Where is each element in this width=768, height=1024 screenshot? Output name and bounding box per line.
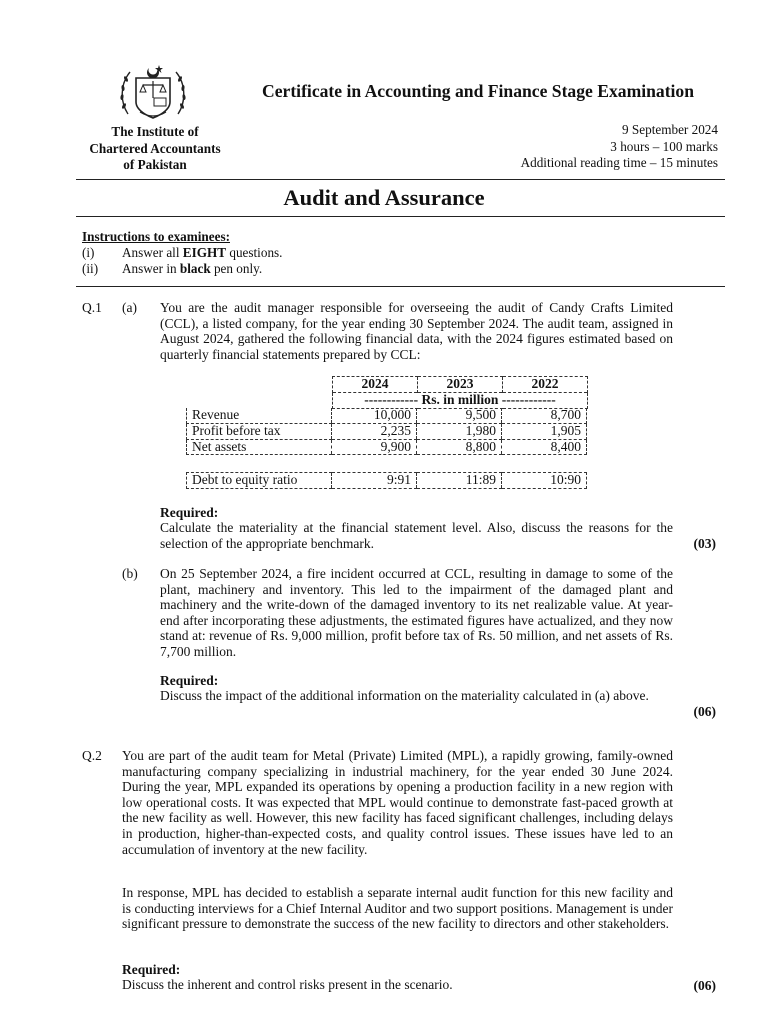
q1-financial-table [186,408,587,455]
q1-number: Q.1 [82,300,102,315]
q1b-label: (b) [122,566,138,581]
cell-value: 8,800 [417,439,502,455]
header-rule-bottom [76,216,725,217]
exam-date: 9 September 2024 [622,122,718,137]
cell-value: 11:89 [417,473,502,489]
q1a-required-text: Calculate the materiality at the financial statement level. Also, discuss the reasons for the selection of the appropriate benchmark. [160,520,673,551]
cell-value: 1,905 [502,423,587,439]
table-row [187,439,587,455]
q1a-text: You are the audit manager responsible for overseeing the audit of Candy Crafts Limited (CCL), a listed company, for the year ending 30 September 2024. The audit team, assigned in August 2024, gathered the following financial data, with the 2024 figures estimated based on quarterly financial statements prepared by CCL: [160,300,673,362]
table-row [187,473,587,489]
header-rule-top [76,179,725,180]
row-label: Net assets [187,439,332,455]
instruction-item [82,245,282,261]
q1a-required-label: Required: [160,505,219,520]
row-label: Profit before tax [187,423,332,439]
cell-value: 8,700 [502,408,587,423]
q2-paragraph-2: In response, MPL has decided to establish a separate internal audit function for this new facility and is conducting interviews for a Chief Internal Auditor and two support positions. Management is under significant pressure to demonstrate the success of the new facility to directors and other stakeholders. [122,885,673,932]
year-header: 2022 [503,377,588,393]
q1-year-header [332,376,588,409]
institute-line-1: The Institute of [111,124,199,139]
unit-row: ------------ Rs. in million ------------ [333,392,588,408]
q1-ratio-table [186,472,587,489]
cell-value: 9,500 [417,408,502,423]
cell-value: 10:90 [502,473,587,489]
instruction-text: Answer in black pen only. [122,261,263,276]
instruction-text: Answer all EIGHT questions. [122,245,283,260]
cell-value: 9:91 [332,473,417,489]
q2-paragraph-1: You are part of the audit team for Metal (Private) Limited (MPL), a rapidly growing, family-owned manufacturing company specializing in industrial machinery, for the year ended 30 June 2024. During the year, MPL expanded its operations by opening a production facility in a new region with low operational costs. It was expected that MPL would continue to demonstrate fast-paced growth at the new facility as well. However, this new facility has faced significant challenges, including delays in production, higher-than-expected costs, and quality control issues. These issues have led to an accumulation of inventory at the new facility. [122,748,673,857]
icap-logo [118,62,188,124]
cell-value: 10,000 [332,408,417,423]
instructions [82,229,282,277]
exam-duration: 3 hours – 100 marks [610,138,718,154]
q2-number: Q.2 [82,748,102,763]
q1b-text: On 25 September 2024, a fire incident occurred at CCL, resulting in damage to some of the plant, machinery and inventory. This led to the impairment of the damaged plant and machinery and the write-down of the damaged inventory to its net realizable value. At year-end after incorporating these adjustments, the estimated figures have actualized, and they now stand at: revenue of Rs. 9,000 million, profit before tax of Rs. 50 million, and net assets of Rs. 7,700 million. [160,566,673,659]
institute-line-2: Chartered Accountants [89,140,221,156]
exam-details [521,122,718,172]
q1b-marks: (06) [693,704,716,719]
q1b-required-text: Discuss the impact of the additional information on the materiality calculated in (a) above. [160,688,649,703]
q2-required-text: Discuss the inherent and control risks present in the scenario. [122,977,453,992]
q1a-label: (a) [122,300,137,315]
row-label: Revenue [187,408,332,423]
q1a-marks: (03) [693,536,716,551]
table-row [187,423,587,439]
reading-time: Additional reading time – 15 minutes [520,155,718,170]
instruction-num: (ii) [82,261,99,276]
institute-line-3: of Pakistan [123,157,187,172]
instruction-num: (i) [82,245,95,260]
q2-marks: (06) [693,978,716,993]
cell-value: 8,400 [502,439,587,455]
instructions-heading: Instructions to examinees: [82,229,230,244]
q1b-required-label: Required: [160,673,219,688]
exam-title: Certificate in Accounting and Finance Stage Examination [262,81,695,101]
instructions-rule [76,286,725,287]
year-header: 2024 [333,377,418,393]
subject-title: Audit and Assurance [283,185,485,210]
table-row [187,408,587,423]
cell-value: 9,900 [332,439,417,455]
cell-value: 1,980 [417,423,502,439]
year-header: 2023 [418,377,503,393]
institute-name [60,124,250,174]
q2-required-label: Required: [122,962,181,977]
row-label: Debt to equity ratio [187,473,332,489]
cell-value: 2,235 [332,423,417,439]
instruction-item [82,261,282,277]
